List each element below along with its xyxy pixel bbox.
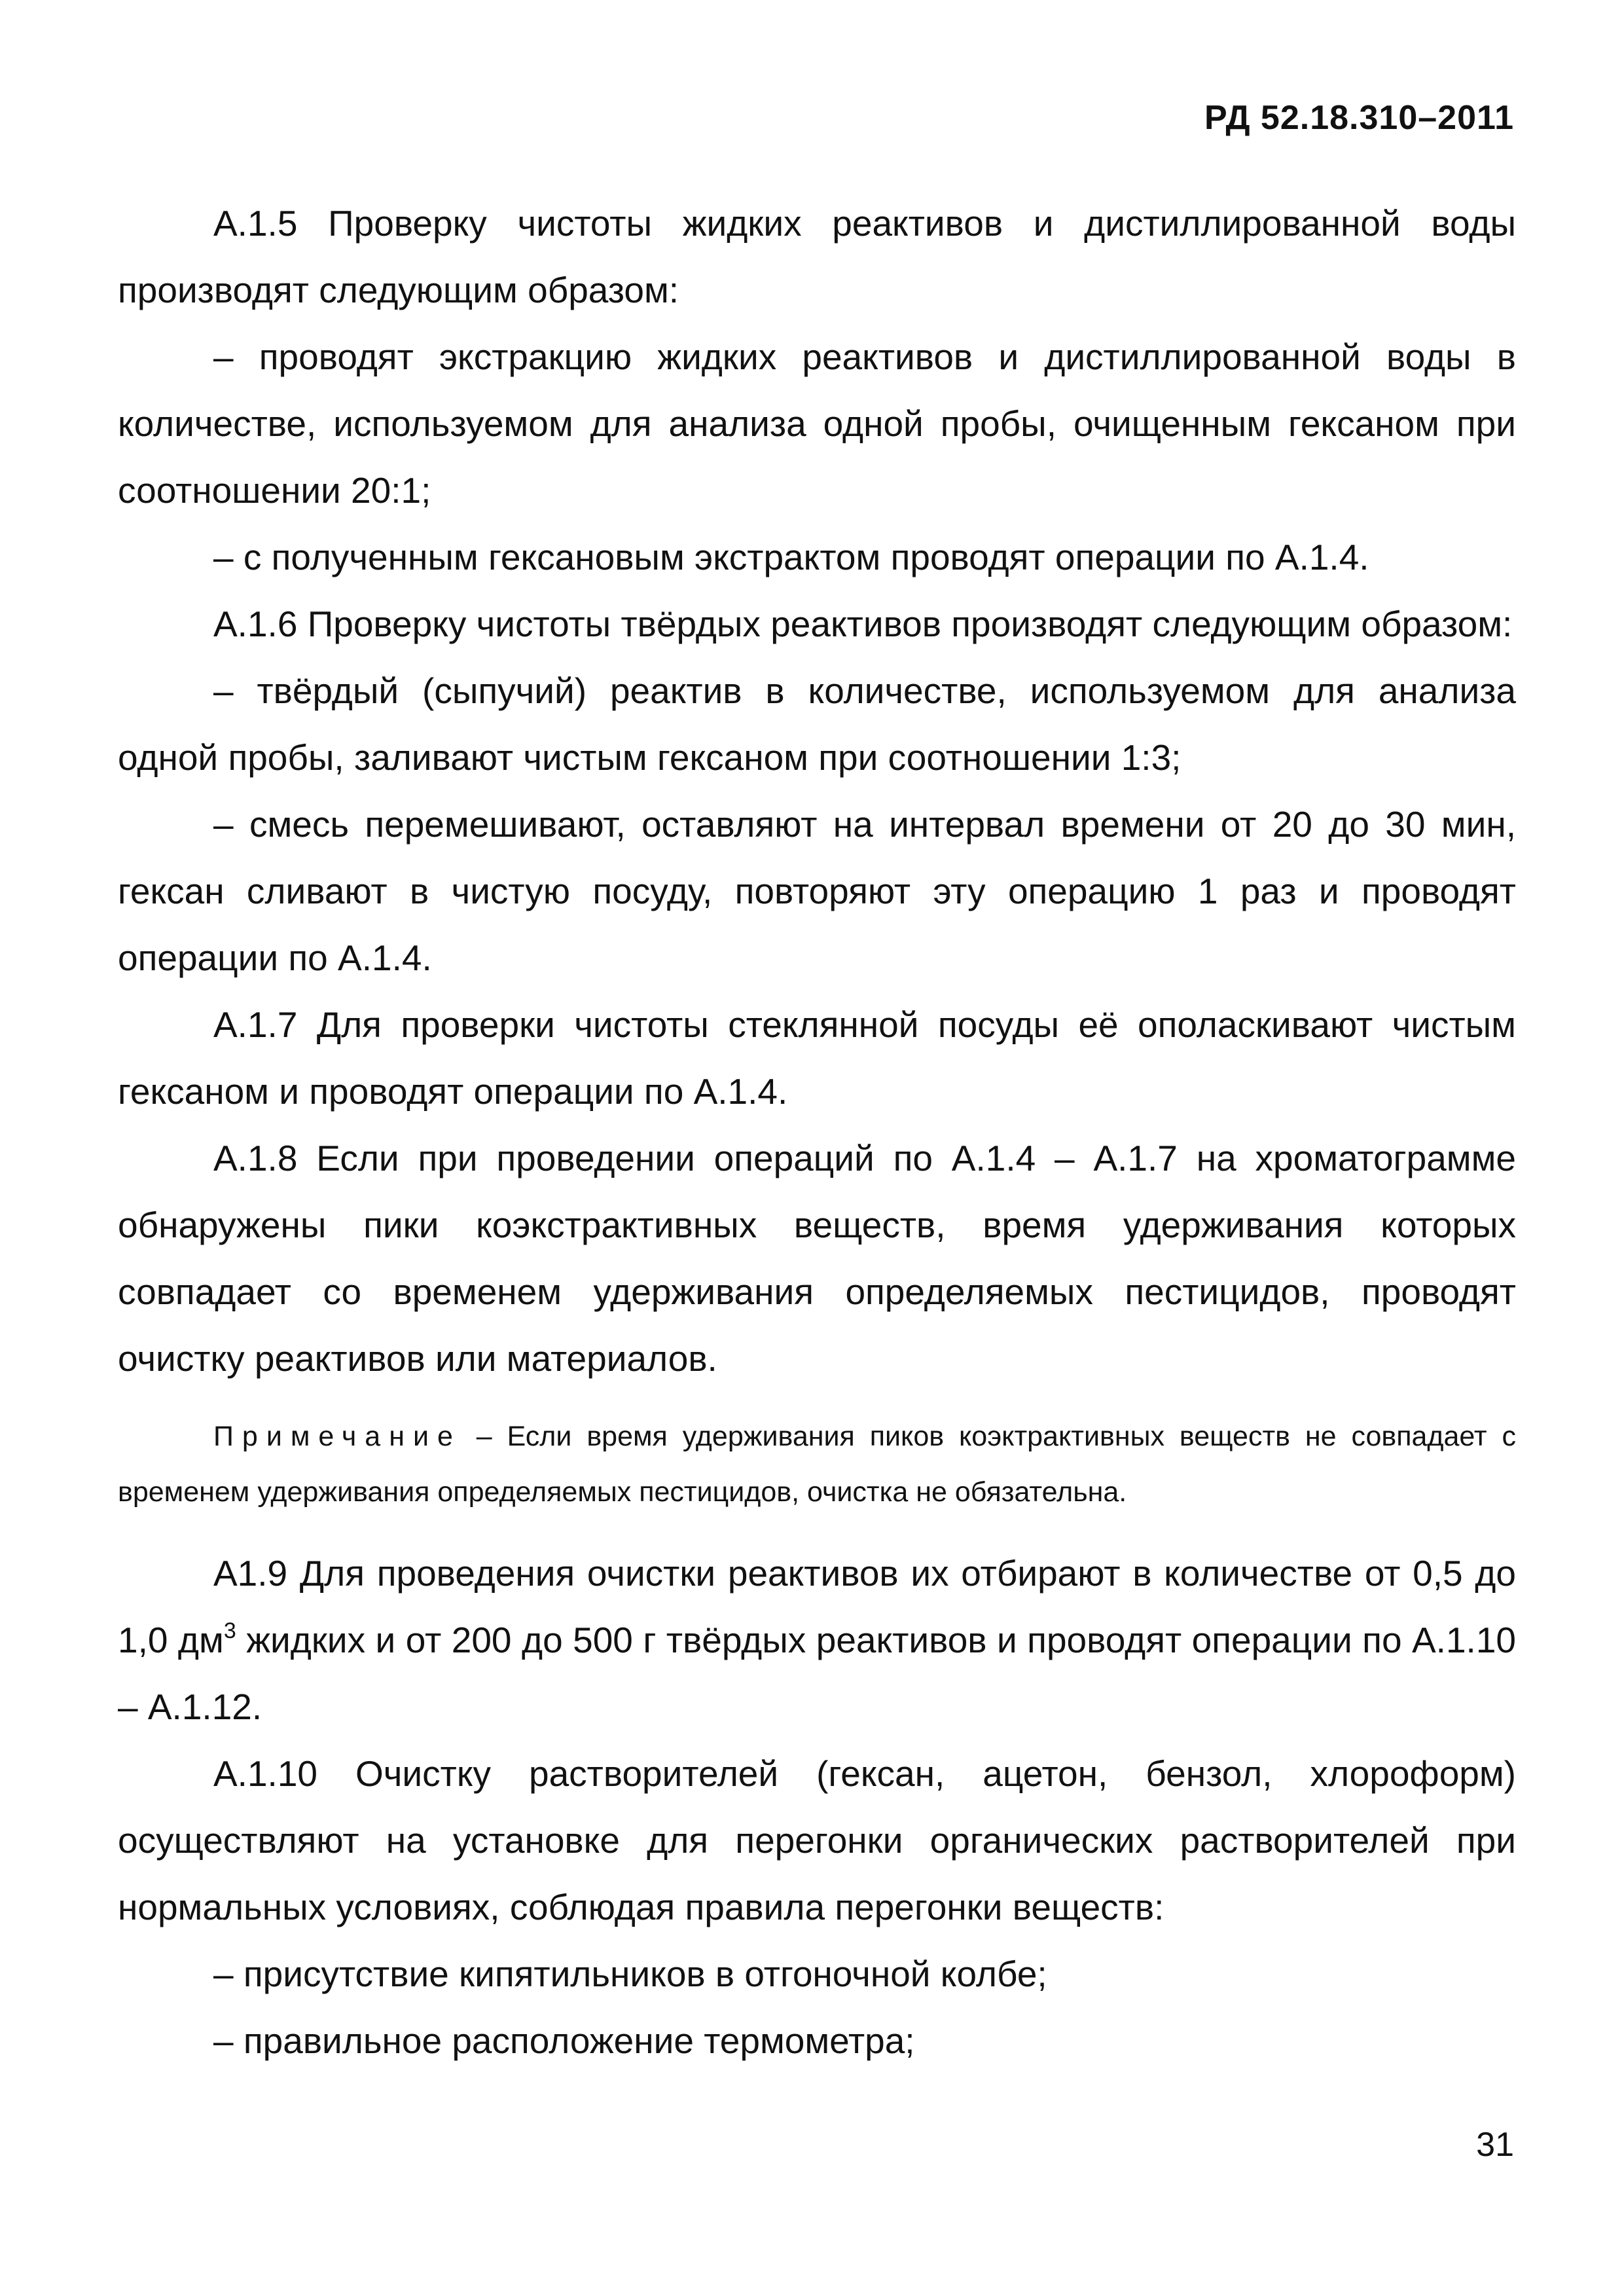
- paragraph-a-1-8: А.1.8 Если при проведении операций по А.1.4 – А.1.7 на хроматограмме обнаружены пики коэкстрактивных веществ, время удерживания которых совпадает со временем удерживания определяемых пестицидов, проводят очистку реактивов или материалов.: [118, 1138, 1516, 1379]
- document-body: [118, 190, 1516, 2074]
- document-code: РД 52.18.310–2011: [1204, 99, 1514, 137]
- page-number: 31: [1476, 2126, 1514, 2164]
- paragraph-a-1-7: А.1.7 Для проверки чистоты стеклянной посуды её ополаскивают чистым гексаном и проводят операции по А.1.4.: [118, 1004, 1516, 1112]
- list-item-mixing: – смесь перемешивают, оставляют на интервал времени от 20 до 30 мин, гексан сливают в чистую посуду, повторяют эту операцию 1 раз и проводят операции по А.1.4.: [118, 804, 1516, 978]
- paragraph-a-1-10: А.1.10 Очистку растворителей (гексан, ацетон, бензол, хлороформ) осуществляют на установке для перегонки органических растворителей при нормальных условиях, соблюдая правила перегонки веществ:: [118, 1753, 1516, 1927]
- list-item-hexane-extract: – с полученным гексановым экстрактом проводят операции по А.1.4.: [213, 537, 1369, 577]
- paragraph-a-1-9: [118, 1540, 1516, 1740]
- list-item-extraction: – проводят экстракцию жидких реактивов и дистиллированной воды в количестве, используемом для анализа одной пробы, очищенным гексаном при соотношении 20:1;: [118, 337, 1516, 511]
- note-text: – Если время удерживания пиков коэктрактивных веществ не совпадает с временем удерживания определяемых пестицидов, очистка не обязательна.: [118, 1421, 1516, 1508]
- note-block: [118, 1409, 1516, 1520]
- paragraph-a-1-9-text-start: А1.9 Для проведения очистки реактивов их отбирают в количестве от 0,5 до 1,0 дм: [118, 1553, 1516, 1660]
- paragraph-a-1-6: А.1.6 Проверку чистоты твёрдых реактивов производят следующим образом:: [213, 604, 1513, 644]
- list-item-solid-reagent: – твёрдый (сыпучий) реактив в количестве, используемом для анализа одной пробы, заливают чистым гексаном при соотношении 1:3;: [118, 670, 1516, 778]
- paragraph-a-1-9-text-end: жидких и от 200 до 500 г твёрдых реактивов и проводят операции по А.1.10 – А.1.12.: [118, 1620, 1516, 1727]
- list-item-thermometer: – правильное расположение термометра;: [213, 2020, 915, 2061]
- paragraph-a-1-5: А.1.5 Проверку чистоты жидких реактивов и дистиллированной воды производят следующим образом:: [118, 203, 1516, 310]
- cubic-superscript: 3: [223, 1618, 236, 1643]
- note-label: Примечание: [213, 1421, 461, 1452]
- list-item-boiling-chips: – присутствие кипятильников в отгоночной колбе;: [213, 1954, 1047, 1994]
